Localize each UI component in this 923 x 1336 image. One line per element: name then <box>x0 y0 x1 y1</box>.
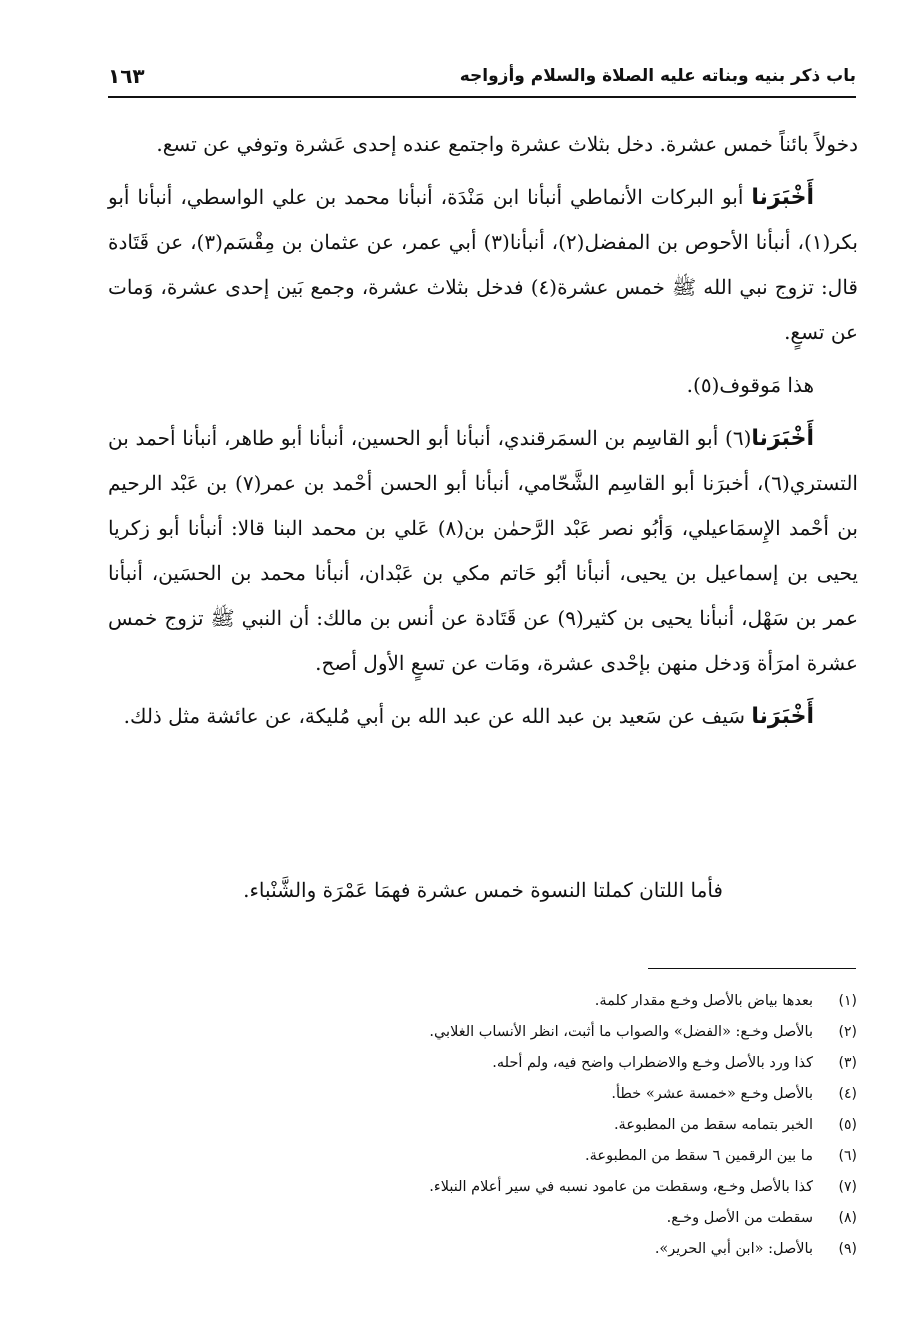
paragraph <box>108 416 858 686</box>
footnote <box>137 986 857 1017</box>
running-header <box>108 60 856 98</box>
paragraph-text: سَيف عن سَعيد بن عبد الله عن عبد الله بن أبي مُليكة، عن عائشة مثل ذلك. <box>123 704 752 728</box>
footnote-number: (٩) <box>838 1241 857 1257</box>
footnote <box>137 1234 857 1265</box>
footnote-number: (٤) <box>838 1086 857 1102</box>
footnote-text: سقطت من الأصل وخـع. <box>666 1210 813 1226</box>
footnote-text: بالأصل وخـع: «الفضل» والصواب ما أثبت، انظر الأنساب الغلابي. <box>429 1024 813 1040</box>
footnote <box>137 1017 857 1048</box>
page-number: ١٦٣ <box>108 64 145 88</box>
footnote-text: بالأصل: «ابن أبي الحرير». <box>654 1241 813 1257</box>
footnote-text: الخبر بتمامه سقط من المطبوعة. <box>613 1117 813 1133</box>
footnote-number: (١) <box>838 993 857 1009</box>
footnote-number: (٥) <box>838 1117 857 1133</box>
paragraph <box>108 694 858 739</box>
paragraph-text: هذا مَوقوف(٥). <box>686 373 814 397</box>
footnote <box>137 1141 857 1172</box>
paragraph-lead: أَخْبَرَنا <box>751 426 814 451</box>
footnotes <box>137 986 857 1265</box>
footnote-number: (٢) <box>838 1024 857 1040</box>
paragraph-lead: أَخْبَرَنا <box>751 704 814 729</box>
paragraph <box>108 175 858 355</box>
chapter-title: باب ذكر بنيه وبناته عليه الصلاة والسلام وأزواجه <box>459 66 856 86</box>
footnote <box>137 1110 857 1141</box>
paragraph-lead: أَخْبَرَنا <box>751 185 814 210</box>
footnote-text: بالأصل وخـع «خمسة عشر» خطأ. <box>611 1086 813 1102</box>
footnote-number: (٧) <box>838 1179 857 1195</box>
footnote-number: (٦) <box>838 1148 857 1164</box>
footnote <box>137 1172 857 1203</box>
footnote-text: ما بين الرقمين ٦ سقط من المطبوعة. <box>585 1148 813 1164</box>
main-text <box>108 122 858 747</box>
closing-line: فأما اللتان كملتا النسوة خمس عشرة فهمَا عَمْرَة والشَّنْباء. <box>243 878 723 902</box>
paragraph <box>108 363 858 408</box>
footnote-text: كذا بالأصل وخـع، وسقطت من عامود نسبه في سير أعلام النبلاء. <box>429 1179 813 1195</box>
footnote-text: بعدها بياض بالأصل وخـع مقدار كلمة. <box>594 993 813 1009</box>
paragraph-text: (٦) أبو القاسِم بن السمَرقندي، أنبأنا أبو الحسين، أنبأنا أبو طاهر، أنبأنا أحمد بن التستري(٦)، أخبرَنا أبو القاسِم الشَّحّامي، أنبأنا أبو الحسن أحْمد بن عمر(٧) بن عَبْد الرحيم بن أحْمد الإِسمَاعيلي، وَأبُو نصر عَبْد الرَّحمٰن بن(٨) عَلي بن محمد البنا قالا: أنبأنا أبو زكريا يحيى بن إسماعيل بن يحيى، أنبأنا أبُو حَاتم مكي بن عَبْدان، أنبأنا محمد بن الحسَين، أنبأنا عمر بن سَهْل، أنبأنا يحيى بن كثير(٩) عن قَتَادة عن أنس بن مالك: أن النبي ﷺ تزوج خمس عشرة امرَأة وَدخل منهن بإحْدى عشرة، ومَات عن تسعٍ الأول أصح. <box>108 426 859 675</box>
footnote-separator <box>648 968 856 969</box>
footnote-number: (٨) <box>838 1210 857 1226</box>
footnote <box>137 1048 857 1079</box>
paragraph <box>108 122 858 167</box>
footnote-number: (٣) <box>838 1055 857 1071</box>
footnote <box>137 1203 857 1234</box>
footnote <box>137 1079 857 1110</box>
paragraph-text: أبو البركات الأنماطي أنبأنا ابن مَنْدَة، أنبأنا محمد بن علي الواسطي، أنبأنا أبو بكر(١)، أنبأنا الأحوص بن المفضل(٢)، أنبأنا(٣) أبي عمر، عن عثمان بن مِقْسَم(٣)، عن قَتَادة قال: تزوج نبي الله ﷺ خمس عشرة(٤) فدخل بثلاث عشرة، وجمع بَين إحدى عشرة، وَمات عن تسعٍ. <box>108 185 858 344</box>
paragraph-text: دخولاً بائناً خمس عشرة. دخل بثلاث عشرة واجتمع عنده إحدى عَشرة وتوفي عن تسع. <box>156 132 858 156</box>
footnote-text: كذا ورد بالأصل وخـع والاضطراب واضح فيه، ولم أحله. <box>492 1055 813 1071</box>
